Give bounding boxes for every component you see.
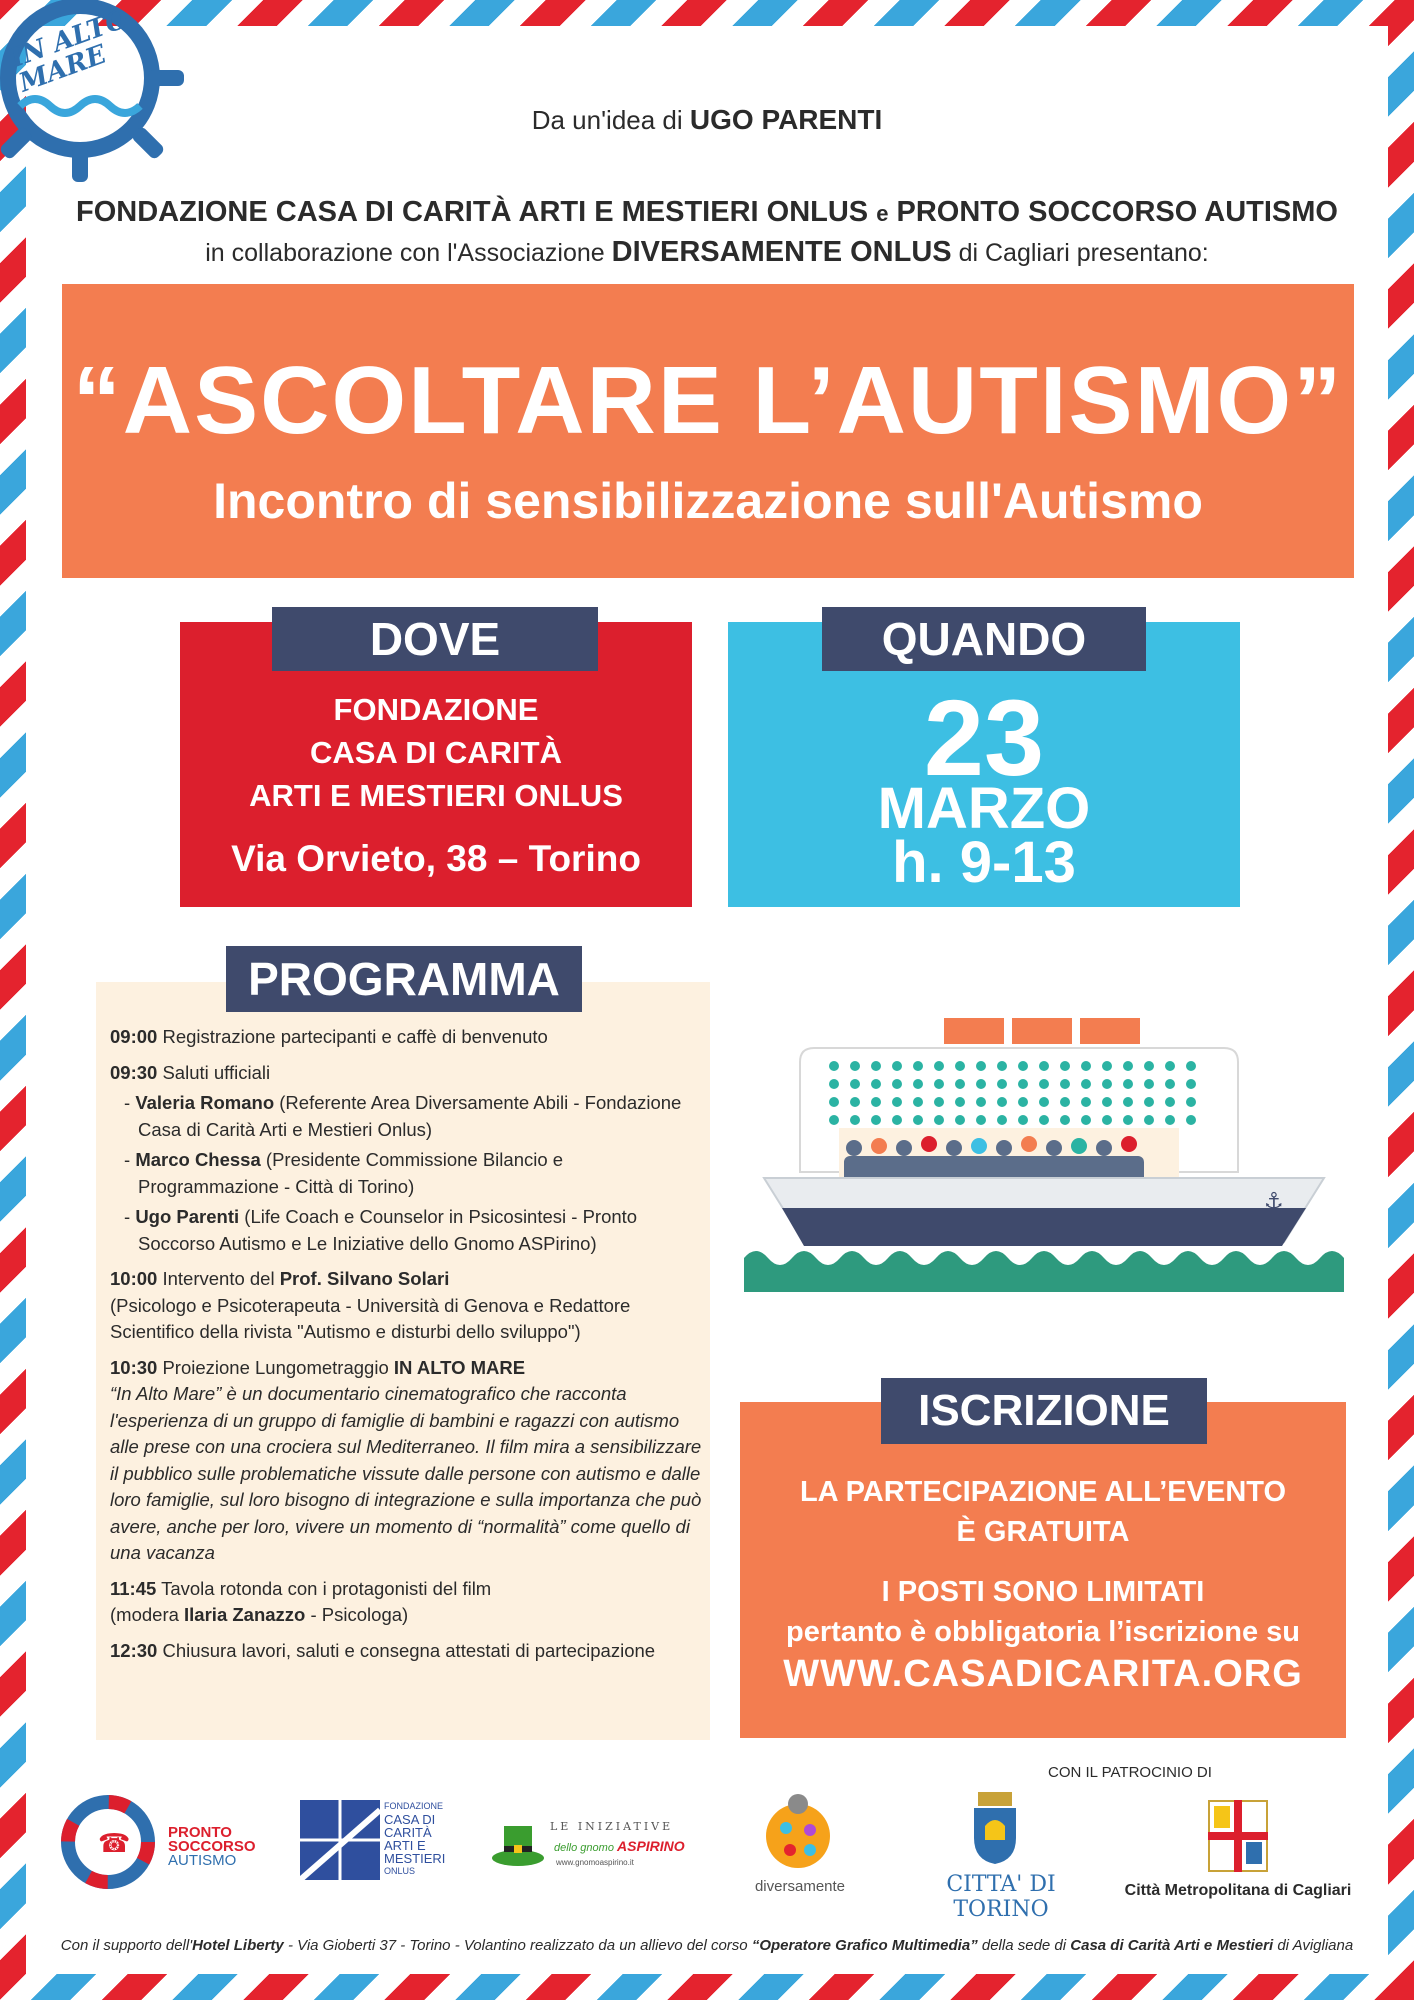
schedule-text: Proiezione Lungometraggio [162, 1356, 389, 1378]
quando-label: QUANDO [822, 607, 1146, 671]
porthole [1144, 1079, 1154, 1089]
porthole [892, 1079, 902, 1089]
torino-label: CITTA' DI TORINO [946, 1872, 1056, 1922]
porthole [913, 1115, 923, 1125]
porthole [1186, 1097, 1196, 1107]
porthole [955, 1097, 965, 1107]
porthole [1018, 1097, 1028, 1107]
footer-course: “Operatore Grafico Multimedia” [751, 1937, 978, 1954]
iscrizione-label: ISCRIZIONE [881, 1378, 1207, 1444]
venue-line-3: ARTI E MESTIERI ONLUS [249, 778, 623, 813]
footer-part-4: di Avigliana [1277, 1937, 1354, 1954]
porthole [829, 1079, 839, 1089]
pronto-line-2: SOCCORSO [168, 1838, 256, 1855]
casa-line-5: MESTIERI [384, 1851, 446, 1866]
schedule-item [110, 1638, 702, 1665]
porthole [1081, 1079, 1091, 1089]
porthole [850, 1115, 860, 1125]
collab-org: DIVERSAMENTE ONLUS [611, 236, 952, 268]
programma-label: PROGRAMMA [226, 946, 582, 1012]
porthole [1123, 1097, 1133, 1107]
schedule-time: 10:30 [110, 1356, 158, 1378]
porthole [1039, 1061, 1049, 1071]
footer-part-2: - Via Gioberti 37 - Torino - Volantino realizzato da un allievo del corso [287, 1937, 748, 1954]
schedule-text: Chiusura lavori, saluti e consegna attestati di partecipazione [162, 1639, 656, 1661]
logo-text: IN ALTO MARE [6, 3, 133, 99]
porthole [1186, 1115, 1196, 1125]
porthole [1039, 1115, 1049, 1125]
porthole [1165, 1061, 1175, 1071]
keynote-name: Prof. Silvano Solari [279, 1268, 450, 1289]
porthole [1039, 1079, 1049, 1089]
svg-text:☎: ☎ [98, 1829, 131, 1859]
porthole [1102, 1079, 1112, 1089]
porthole [955, 1079, 965, 1089]
speaker-item: - Valeria Romano (Referente Area Diversamente Abili - Fondazione Casa di Carità Arti e Mestieri Onlus) [124, 1092, 682, 1140]
hero-subtitle: Incontro di sensibilizzazione sull'Autismo [213, 473, 1203, 529]
diversamente-logo [740, 1792, 860, 1902]
schedule-item [110, 1024, 702, 1051]
porthole [871, 1115, 881, 1125]
organizer-pronto: PRONTO SOCCORSO AUTISMO [896, 196, 1338, 228]
porthole [829, 1097, 839, 1107]
schedule-time: 09:30 [110, 1061, 158, 1083]
porthole [850, 1079, 860, 1089]
porthole [934, 1115, 944, 1125]
collab-suffix: di Cagliari presentano: [958, 239, 1209, 267]
porthole [1123, 1061, 1133, 1071]
porthole [1165, 1097, 1175, 1107]
porthole [1102, 1061, 1112, 1071]
venue-line-2: CASA DI CARITÀ [309, 735, 562, 770]
cagliari-crest-icon [1208, 1800, 1268, 1872]
free-entry-line-2: È GRATUITA [956, 1516, 1130, 1548]
gnomo-line-3: ASPIRINO [617, 1838, 685, 1854]
diversamente-label: diversamente [754, 1878, 846, 1895]
limited-seats-line: I POSTI SONO LIMITATI [881, 1576, 1205, 1608]
speaker-item: - Ugo Parenti (Life Coach e Counselor in Psicosintesi - Pronto Soccorso Autismo e Le Iniziative dello Gnomo ASPirino) [124, 1206, 638, 1254]
porthole [934, 1097, 944, 1107]
venue-line-1: FONDAZIONE [333, 692, 539, 727]
limited-seats-text [740, 1572, 1346, 1652]
film-title: IN ALTO MARE [393, 1356, 526, 1378]
porthole [1060, 1097, 1070, 1107]
porthole [955, 1115, 965, 1125]
porthole [1060, 1061, 1070, 1071]
speaker-list [110, 1090, 702, 1257]
casa-di-carita-mark [300, 1800, 380, 1880]
porthole [1081, 1061, 1091, 1071]
speaker-item: - Marco Chessa (Presidente Commissione Bilancio e Programmazione - Città di Torino) [124, 1149, 564, 1197]
porthole [829, 1061, 839, 1071]
casa-di-carita-logo [300, 1800, 460, 1890]
porthole [892, 1097, 902, 1107]
lifebuoy-phone-icon [60, 1794, 156, 1890]
porthole [1081, 1097, 1091, 1107]
porthole [934, 1061, 944, 1071]
porthole [913, 1079, 923, 1089]
porthole [1018, 1079, 1028, 1089]
porthole [1102, 1115, 1112, 1125]
porthole [871, 1061, 881, 1071]
schedule-item [110, 1576, 702, 1629]
porthole [1165, 1079, 1175, 1089]
citta-di-torino-logo [896, 1792, 1106, 1922]
porthole [892, 1061, 902, 1071]
porthole [955, 1061, 965, 1071]
porthole [1081, 1115, 1091, 1125]
hero-title: “ASCOLTARE L’AUTISMO” [72, 347, 1344, 454]
event-day: 23 [923, 677, 1045, 798]
footer-casa: Casa di Carità Arti e Mestieri [1070, 1937, 1274, 1954]
schedule-text: Saluti ufficiali [162, 1061, 271, 1083]
porthole [976, 1115, 986, 1125]
porthole [1123, 1079, 1133, 1089]
porthole [892, 1115, 902, 1125]
moderator-suffix: - Psicologa) [310, 1604, 409, 1625]
keynote-detail: (Psicologo e Psicoterapeuta - Università di Genova e Redattore Scientifico della rivista "Autismo e disturbi dello sviluppo") [110, 1294, 631, 1342]
casa-line-3: CARITÀ [384, 1825, 432, 1840]
porthole [976, 1079, 986, 1089]
venue-name [180, 688, 692, 817]
collab-prefix: in collaborazione con l'Associazione [205, 239, 605, 267]
pronto-line-1: PRONTO [168, 1824, 232, 1841]
moderator-prefix: (modera [110, 1604, 179, 1625]
porthole [1018, 1061, 1028, 1071]
iscrizione-box [740, 1402, 1346, 1738]
schedule-item [110, 1060, 702, 1087]
porthole [976, 1061, 986, 1071]
schedule-text: Registrazione partecipanti e caffè di benvenuto [162, 1026, 548, 1047]
torino-crest-icon [970, 1792, 1020, 1864]
porthole [1165, 1115, 1175, 1125]
schedule-text: Tavola rotonda con i protagonisti del film [161, 1577, 492, 1599]
pronto-soccorso-logo [60, 1794, 280, 1894]
porthole [850, 1061, 860, 1071]
porthole [997, 1115, 1007, 1125]
gnomo-line-4: www.gnomoaspirino.it [556, 1858, 634, 1867]
idea-author: UGO PARENTI [689, 104, 883, 135]
film-description: “In Alto Mare” è un documentario cinematografico che racconta l'esperienza di un gruppo di famiglie di bambini e ragazzi con autismo alle prese con una crociera sul Mediterraneo. Il film mira a sensibilizzare il pubblico sulle problematiche vissute dalle persone con autismo e dalle loro famiglie, sul loro bisogno di integrazione e sulla importanza che può avere, anche per loro, vivere un momento di “normalità” come quello di una vacanza [110, 1383, 702, 1563]
dove-label: DOVE [272, 607, 598, 671]
speaker-name: Valeria Romano [135, 1092, 275, 1113]
free-entry-line-1: LA PARTECIPAZIONE ALL’EVENTO [799, 1476, 1287, 1508]
porthole [997, 1079, 1007, 1089]
idea-prefix: Da un'idea di [531, 105, 683, 135]
porthole [1144, 1097, 1154, 1107]
schedule-item [110, 1355, 702, 1567]
event-hours: h. 9-13 [892, 830, 1076, 895]
porthole [1186, 1079, 1196, 1089]
porthole [1060, 1115, 1070, 1125]
programma-list [110, 1024, 702, 1673]
gnome-hat-icon [490, 1822, 546, 1872]
speaker-role: (Presidente Commissione Bilancio e Programmazione - Città di Torino) [138, 1149, 564, 1197]
porthole [1144, 1061, 1154, 1071]
porthole [1102, 1097, 1112, 1107]
porthole [871, 1097, 881, 1107]
porthole [997, 1061, 1007, 1071]
porthole [913, 1097, 923, 1107]
porthole [1018, 1115, 1028, 1125]
footer-part-3: della sede di [981, 1937, 1067, 1954]
pronto-line-3: AUTISMO [168, 1852, 237, 1869]
casa-line-1: FONDAZIONE [384, 1801, 444, 1811]
casa-line-6: ONLUS [384, 1866, 416, 1876]
porthole [1186, 1061, 1196, 1071]
collaboration-line [0, 236, 1414, 269]
schedule-text: Intervento del [162, 1268, 275, 1289]
cruise-ship-illustration [744, 1008, 1344, 1308]
speaker-name: Ugo Parenti [135, 1206, 240, 1227]
idea-line [0, 104, 1414, 136]
gnomo-line-1: LE INIZIATIVE [550, 1820, 674, 1833]
casa-line-4: ARTI E [384, 1838, 426, 1853]
citta-metropolitana-cagliari-logo [1118, 1800, 1358, 1900]
event-month: MARZO [877, 776, 1091, 841]
speaker-role: (Life Coach e Counselor in Psicosintesi - Pronto Soccorso Autismo e Le Iniziative dello Gnomo ASPirino) [138, 1206, 638, 1254]
footer-hotel: Hotel Liberty [192, 1937, 284, 1954]
organizer-join: e [876, 201, 889, 226]
footer-credits [0, 1937, 1414, 1954]
hero-banner [62, 284, 1354, 578]
casa-line-2: CASA DI [384, 1812, 436, 1827]
registration-required-line: pertanto è obbligatoria l’iscrizione su [785, 1616, 1301, 1648]
porthole [850, 1097, 860, 1107]
registration-url[interactable]: WWW.CASADICARITA.ORG [783, 1653, 1303, 1695]
porthole [871, 1079, 881, 1089]
porthole [1144, 1115, 1154, 1125]
patrocinio-label: CON IL PATROCINIO DI [1048, 1764, 1212, 1781]
cagliari-label: Città Metropolitana di Cagliari [1124, 1882, 1352, 1899]
schedule-time: 10:00 [110, 1268, 158, 1289]
schedule-item [110, 1266, 702, 1346]
speaker-role: (Referente Area Diversamente Abili - Fondazione Casa di Carità Arti e Mestieri Onlus) [138, 1092, 682, 1140]
organizers-line [0, 196, 1414, 229]
footer-part-1: Con il supporto dell' [60, 1937, 193, 1954]
venue-address: Via Orvieto, 38 – Torino [231, 838, 641, 879]
porthole [1123, 1115, 1133, 1125]
porthole [976, 1097, 986, 1107]
porthole [997, 1097, 1007, 1107]
porthole [934, 1079, 944, 1089]
gnomo-aspirino-logo [490, 1818, 710, 1878]
schedule-time: 12:30 [110, 1639, 158, 1661]
free-entry-text [740, 1472, 1346, 1552]
gnomo-line-2: dello gnomo [554, 1842, 614, 1854]
moderator-name: Ilaria Zanazzo [184, 1604, 306, 1625]
speaker-name: Marco Chessa [135, 1149, 261, 1170]
organizer-casa: FONDAZIONE CASA DI CARITÀ ARTI E MESTIERI ONLUS [76, 196, 869, 228]
ladybug-icon [758, 1792, 838, 1872]
schedule-time: 09:00 [110, 1026, 158, 1047]
porthole [829, 1115, 839, 1125]
svg-text:⚓: ⚓ [1264, 1189, 1284, 1214]
porthole [913, 1061, 923, 1071]
schedule-time: 11:45 [110, 1577, 157, 1599]
porthole [1039, 1097, 1049, 1107]
porthole [1060, 1079, 1070, 1089]
